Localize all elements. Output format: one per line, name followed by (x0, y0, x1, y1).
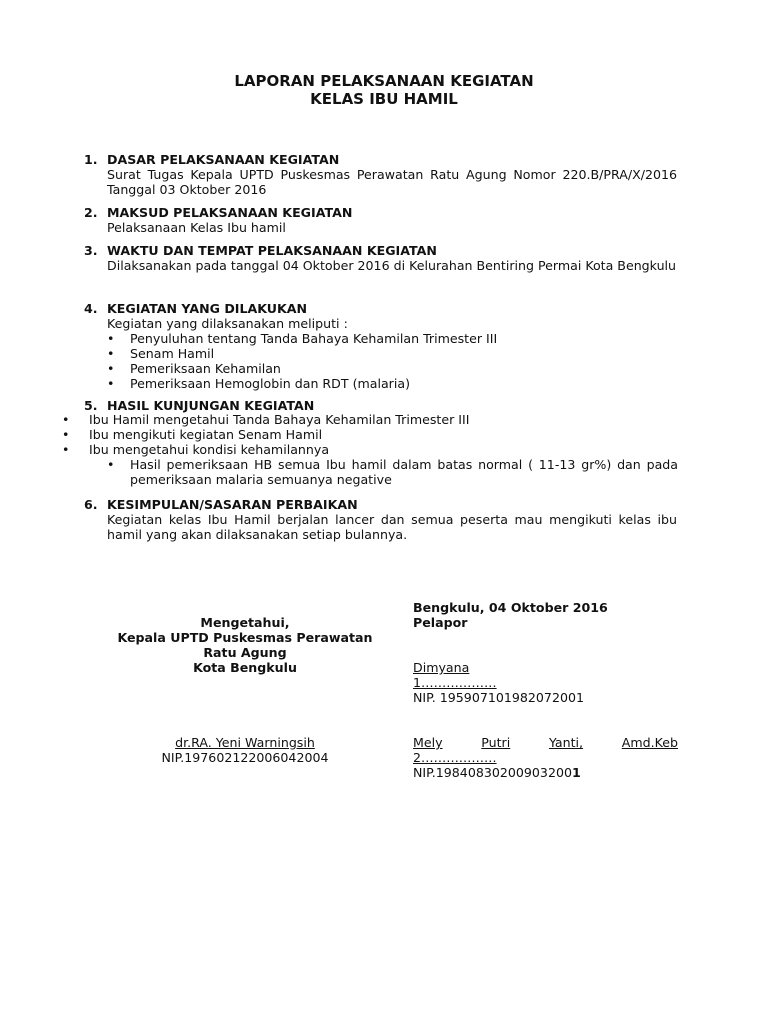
acknowledged-label: Mengetahui, (200, 615, 290, 630)
list-item: • Pemeriksaan Hemoglobin dan RDT (malaria) (107, 376, 677, 391)
section-heading: KESIMPULAN/SASARAN PERBAIKAN (107, 497, 358, 512)
reporter-2 (413, 735, 678, 780)
section-number: 5. (84, 398, 98, 413)
signature-left-name-block (90, 735, 400, 765)
section-number: 2. (84, 205, 98, 220)
reporter-label: Pelapor (413, 615, 468, 630)
signature-dots: 1……………… (413, 675, 497, 690)
head-title: Kepala UPTD Puskesmas Perawatan (117, 630, 373, 645)
signer-nip: NIP.197602122006042004 (161, 750, 329, 765)
document-title (0, 72, 768, 108)
section-body: Pelaksanaan Kelas Ibu hamil (107, 220, 286, 235)
name-word: Amd.Keb (621, 735, 678, 750)
signature-dots: 2……………… (413, 750, 497, 765)
reporter-nip: NIP. 195907101982072001 (413, 690, 584, 705)
section-heading: WAKTU DAN TEMPAT PELAKSANAAN KEGIATAN (107, 243, 437, 258)
section-number: 1. (84, 152, 98, 167)
section-body: Surat Tugas Kepala UPTD Puskesmas Perawatan Ratu Agung Nomor 220.B/PRA/X/2016 Tanggal 03 Oktober 2016 (107, 167, 677, 197)
list-item: • Senam Hamil (107, 346, 677, 361)
reporter-1 (413, 660, 678, 705)
section-body: Dilaksanakan pada tanggal 04 Oktober 2016 di Kelurahan Bentiring Permai Kota Bengkulu (107, 258, 677, 273)
signature-left (90, 615, 400, 675)
section-number: 4. (84, 301, 98, 316)
nip-prefix: NIP.19840830200903200 (413, 765, 572, 780)
list-item: • Ibu Hamil mengetahui Tanda Bahaya Kehamilan Trimester III (62, 412, 692, 427)
section-heading: HASIL KUNJUNGAN KEGIATAN (107, 398, 315, 413)
signature-right (413, 600, 678, 630)
section-6 (84, 497, 677, 542)
reporter-name (413, 735, 678, 750)
section-heading: DASAR PELAKSANAAN KEGIATAN (107, 152, 340, 167)
list-item: • Ibu mengetahui kondisi kehamilannya (62, 442, 692, 457)
place-date: Bengkulu, 04 Oktober 2016 (413, 600, 608, 615)
section-heading: KEGIATAN YANG DILAKUKAN (107, 301, 308, 316)
section-3 (84, 243, 677, 273)
section-body: Kegiatan yang dilaksanakan meliputi : (107, 316, 348, 331)
hb-result-list (107, 457, 678, 487)
section-number: 6. (84, 497, 98, 512)
list-item: • Penyuluhan tentang Tanda Bahaya Kehamilan Trimester III (107, 331, 677, 346)
name-word: Mely (413, 735, 443, 750)
reporter-name: Dimyana (413, 660, 470, 675)
name-word: Yanti, (548, 735, 584, 750)
title-line-2: KELAS IBU HAMIL (310, 90, 458, 108)
section-1 (84, 152, 677, 197)
section-5 (84, 398, 677, 413)
section-heading: MAKSUD PELAKSANAAN KEGIATAN (107, 205, 353, 220)
title-line-1: LAPORAN PELAKSANAAN KEGIATAN (234, 72, 534, 90)
head-city: Kota Bengkulu (193, 660, 297, 675)
activity-list (107, 331, 677, 391)
head-unit: Ratu Agung (203, 645, 287, 660)
name-word: Putri (481, 735, 511, 750)
section-2 (84, 205, 677, 235)
section-4 (84, 301, 677, 391)
signer-name: dr.RA. Yeni Warningsih (175, 735, 315, 750)
section-number: 3. (84, 243, 98, 258)
nip-last-digit: 1 (571, 765, 581, 780)
list-item: • Ibu mengikuti kegiatan Senam Hamil (62, 427, 692, 442)
result-list (62, 412, 692, 457)
list-item: • Hasil pemeriksaan HB semua Ibu hamil dalam batas normal ( 11-13 gr%) dan pada pemeriksaan malaria semuanya negative (107, 457, 678, 487)
list-item: • Pemeriksaan Kehamilan (107, 361, 677, 376)
reporter-nip (413, 765, 678, 780)
section-body: Kegiatan kelas Ibu Hamil berjalan lancer dan semua peserta mau mengikuti kelas ibu hamil yang akan dilaksanakan setiap bulannya. (107, 512, 677, 542)
